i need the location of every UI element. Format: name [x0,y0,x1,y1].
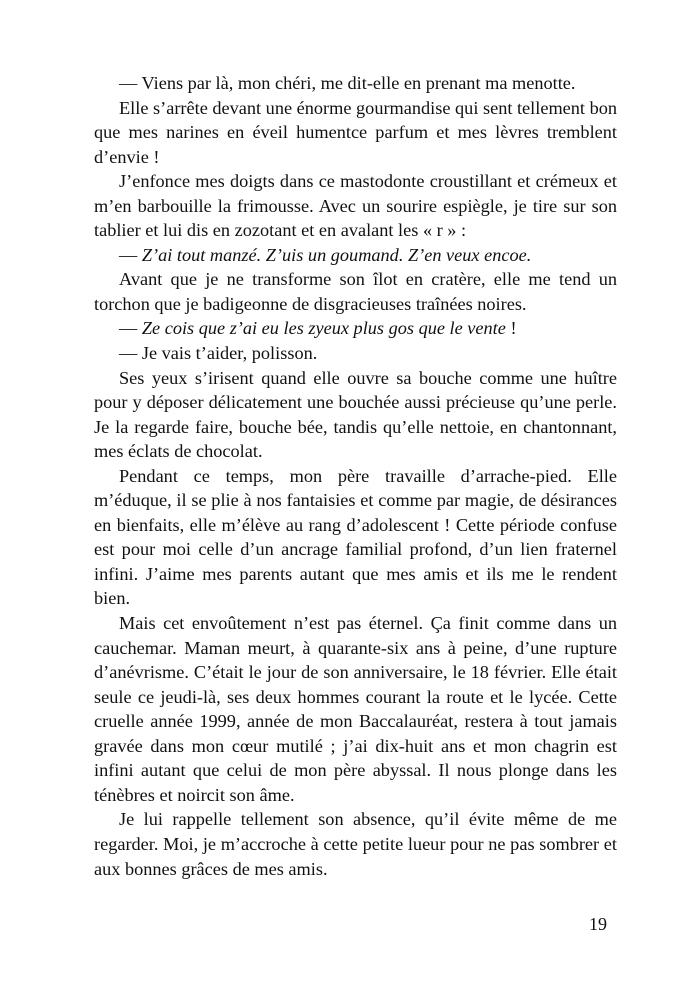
paragraph-4-dialogue [94,243,617,268]
paragraph-8: Ses yeux s’irisent quand elle ouvre sa bouche comme une huître pour y déposer délicatement une bouchée aussi précieuse qu’une perle. Je la regarde faire, bouche bée, tandis qu’elle nettoie, en chantonnant, mes éclats de chocolat. [94,367,617,462]
paragraph-10: Mais cet envoûtement n’est pas éternel. Ça finit comme dans un cauchemar. Maman meurt, à quarante-six ans à peine, d’une rupture d’anévrisme. C’était le jour de son anniversaire, le 18 février. Elle était seule ce jeudi-là, ses deux hommes courant la route et le lycée. Cette cruelle année 1999, année de mon Baccalauréat, restera à tout jamais gravée dans mon cœur mutilé ; j’ai dix-huit ans et mon chagrin est infini autant que celui de mon père abyssal. Il nous plonge dans les ténèbres et noircit son âme. [94,613,617,805]
dialogue-dash: — [119,244,142,265]
paragraph-9: Pendant ce temps, mon père travaille d’arrache-pied. Elle m’éduque, il se plie à nos fantaisies et comme par magie, de désirances en bienfaits, elle m’élève au rang d’adolescent ! Cette période confuse est pour moi celle d’un ancrage familial profond, d’un lien fraternel infini. J’aime mes parents autant que mes amis et ils me le rendent bien. [94,465,617,609]
paragraph-1: — Viens par là, mon chéri, me dit-elle en prenant ma menotte. [119,73,576,93]
paragraph-3: J’enfonce mes doigts dans ce mastodonte croustillant et crémeux et m’en barbouille la frimousse. Avec un sourire espiègle, je tire sur son tablier et lui dis en zozotant et en avalant les « r » : [94,171,617,241]
paragraph-2: Elle s’arrête devant une énorme gourmandise qui sent tellement bon que mes narines en éveil humentce parfum et mes lèvres tremblent d’envie ! [94,97,617,167]
dialogue-italic: Ze cois que z’ai eu les zyeux plus gos que le vente [141,318,506,339]
page-number: 19 [589,914,607,934]
paragraph-7: — Je vais t’aider, polisson. [119,343,318,364]
paragraph-11: Je lui rappelle tellement son absence, qu’il évite même de me regarder. Moi, je m’accroche à cette petite lueur pour ne pas sombrer et aux bonnes grâces de mes amis. [94,809,617,879]
dialogue-italic: Z’ai tout manzé. Z’uis un goumand. Z’en veux encoe. [141,244,532,265]
body-text [94,71,617,881]
paragraph-6-dialogue [94,316,617,341]
dialogue-dash: — [119,318,142,339]
dialogue-suffix: ! [505,318,517,339]
paragraph-5: Avant que je ne transforme son îlot en cratère, elle me tend un torchon que je badigeonne de disgracieuses traînées noires. [94,269,617,314]
